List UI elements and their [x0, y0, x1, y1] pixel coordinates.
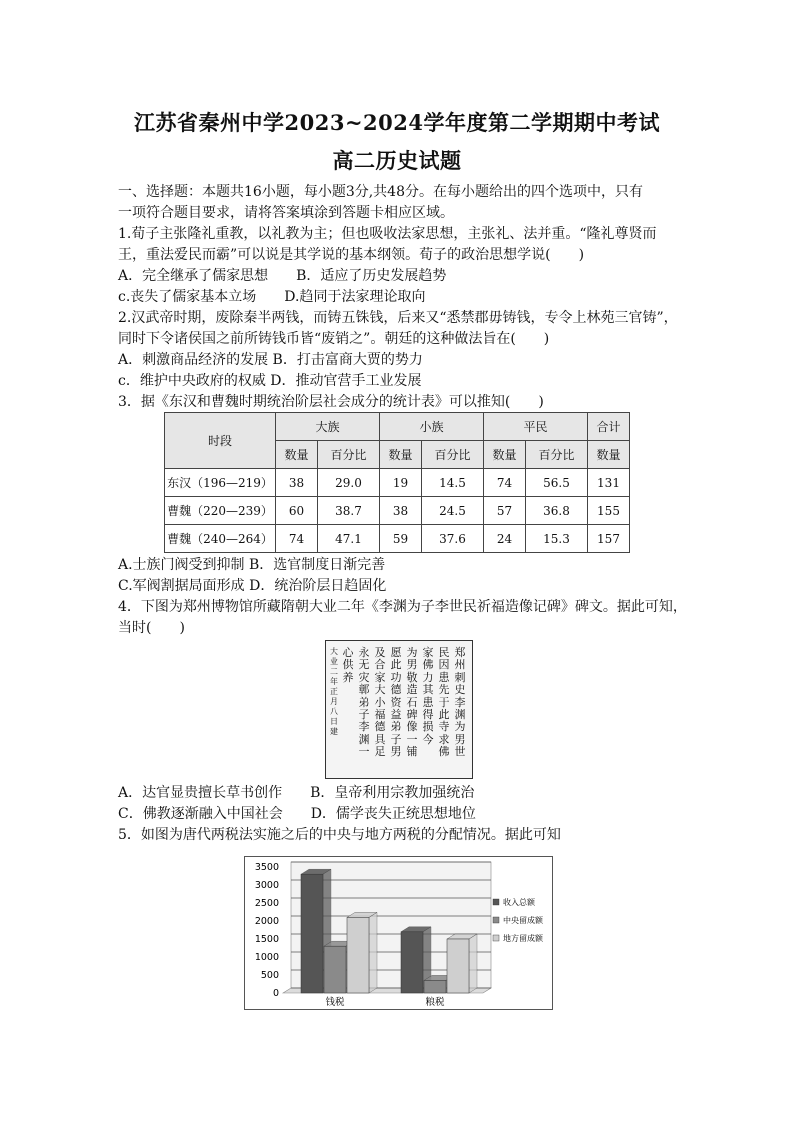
table-cell: 东汉（196—219）	[165, 469, 276, 497]
exam-title: 江苏省秦州中学2023~2024学年度第二学期期中考试	[134, 110, 660, 135]
table-cell: 59	[380, 525, 422, 553]
table-header: 小族	[380, 413, 484, 441]
answer-options: A．刺激商品经济的发展 B．打击富商大贾的势力	[118, 352, 423, 368]
table-subheader: 数量	[588, 441, 630, 469]
stele-rubbing-image	[325, 640, 473, 779]
table-header: 平民	[484, 413, 588, 441]
table-cell: 曹魏（240—264）	[165, 525, 276, 553]
question-text: 5．如图为唐代两税法实施之后的中央与地方两税的分配情况。据此可知	[118, 827, 561, 843]
stele-column: 为男敬造石碑像一铺	[406, 646, 418, 759]
chart-legend-swatch	[493, 899, 499, 905]
table-cell: 60	[276, 497, 318, 525]
tax-distribution-chart	[244, 856, 553, 1010]
stele-column: 大业二年正月八日建	[330, 647, 338, 736]
stele-column: 心供养	[342, 646, 354, 684]
table-cell: 38	[276, 469, 318, 497]
table-cell: 74	[484, 469, 526, 497]
table-cell: 57	[484, 497, 526, 525]
chart-legend-swatch	[493, 917, 499, 923]
answer-options: A.士族门阀受到抑制 B．选官制度日渐完善	[118, 557, 386, 573]
chart-y-tick-label: 1500	[254, 934, 279, 945]
table-cell: 36.8	[525, 497, 587, 525]
chart-bar	[301, 874, 323, 993]
table-subheader: 百分比	[317, 441, 379, 469]
table-cell: 38.7	[317, 497, 379, 525]
chart-legend-label: 收入总额	[503, 898, 535, 907]
stele-column: 及合家大小福德具足	[374, 646, 386, 759]
chart-y-tick-label: 1000	[254, 952, 279, 963]
question-text: 2.汉武帝时期，废除秦半两钱，而铸五铢钱，后来又“悉禁郡毋铸钱，专令上林苑三官铸”，	[118, 310, 678, 326]
chart-legend-label: 地方留成额	[503, 934, 543, 943]
chart-bar-side	[469, 934, 477, 993]
chart-bar	[424, 980, 446, 993]
chart-bar	[447, 939, 469, 993]
table-cell: 157	[588, 525, 630, 553]
chart-x-tick-label: 粮税	[425, 997, 445, 1008]
table-row	[165, 525, 630, 553]
stele-column: 永无灾鄣弟子李渊一	[358, 646, 370, 759]
table-subheader: 百分比	[421, 441, 483, 469]
section-intro: 一、选择题：本题共16小题，每小题3分,共48分。在每小题给出的四个选项中，只有	[118, 184, 643, 200]
table-cell: 29.0	[317, 469, 379, 497]
chart-y-tick-label: 0	[272, 988, 279, 999]
table-row	[165, 469, 630, 497]
stele-column: 民因患先于此寺求佛	[438, 646, 450, 759]
stele-column: 郑州刺史李渊为男世	[454, 646, 466, 759]
chart-x-tick-label: 钱税	[325, 997, 345, 1008]
table-cell: 38	[380, 497, 422, 525]
question-text: 王，重法爱民而霸”可以说是其学说的基本纲领。荀子的政治思想学说( )	[118, 247, 585, 263]
table-cell: 56.5	[525, 469, 587, 497]
chart-y-tick-label: 3000	[254, 880, 279, 891]
answer-options: C.军阀割据局面形成 D．统治阶层日趋固化	[118, 578, 387, 594]
table-cell: 14.5	[421, 469, 483, 497]
table-subheader: 数量	[484, 441, 526, 469]
answer-options: C．佛教逐渐融入中国社会 D．儒学丧失正统思想地位	[118, 806, 476, 822]
chart-y-tick-label: 2500	[254, 898, 279, 909]
table-cell: 曹魏（220—239）	[165, 497, 276, 525]
chart-y-tick-label: 2000	[254, 916, 279, 927]
chart-bar	[401, 932, 423, 993]
question-text: 当时( )	[118, 620, 185, 636]
table-cell: 24.5	[421, 497, 483, 525]
table-cell: 131	[588, 469, 630, 497]
section-intro: 一项符合题目要求，请将答案填涂到答题卡相应区域。	[118, 205, 454, 221]
table-subheader: 百分比	[525, 441, 587, 469]
question-text: 4．下图为郑州博物馆所藏隋朝大业二年《李渊为子李世民祈福造像记碑》碑文。据此可知，	[118, 599, 687, 615]
table-header: 大族	[276, 413, 380, 441]
stats-table	[164, 412, 630, 553]
table-header: 合计	[588, 413, 630, 441]
chart-bar	[324, 946, 346, 993]
question-text: 3．据《东汉和曹魏时期统治阶层社会成分的统计表》可以推知( )	[118, 394, 544, 410]
answer-options: A．完全继承了儒家思想 B．适应了历史发展趋势	[118, 268, 447, 284]
chart-legend-label: 中央留成额	[503, 916, 543, 925]
chart-bar	[347, 917, 369, 993]
answer-options: c.丧失了儒家基本立场 D.趋同于法家理论取向	[118, 289, 426, 305]
question-text: 1.荀子主张隆礼重教，以礼教为主；但也吸收法家思想，主张礼、法并重。“隆礼尊贤而	[118, 226, 657, 242]
table-cell: 24	[484, 525, 526, 553]
table-cell: 74	[276, 525, 318, 553]
stele-column: 愿此功德资益弟子男	[390, 646, 402, 759]
chart-y-tick-label: 3500	[254, 862, 279, 873]
table-row	[165, 497, 630, 525]
table-cell: 37.6	[421, 525, 483, 553]
answer-options: c．维护中央政府的权威 D．推动官营手工业发展	[118, 373, 422, 389]
table-cell: 19	[380, 469, 422, 497]
table-subheader: 数量	[380, 441, 422, 469]
exam-subtitle: 高二历史试题	[332, 148, 462, 173]
chart-y-tick-label: 500	[260, 970, 279, 981]
chart-bar-side	[369, 912, 377, 993]
table-cell: 155	[588, 497, 630, 525]
table-header: 时段	[165, 413, 276, 469]
table-cell: 15.3	[525, 525, 587, 553]
answer-options: A．达官显贵擅长草书创作 B．皇帝利用宗教加强统治	[118, 785, 475, 801]
table-subheader: 数量	[276, 441, 318, 469]
stele-column: 家佛力其患得损今	[422, 646, 434, 746]
table-cell: 47.1	[317, 525, 379, 553]
chart-legend-swatch	[493, 935, 499, 941]
chart-svg	[245, 857, 552, 1009]
question-text: 同时下令诸侯国之前所铸钱币皆“废销之”。朝廷的这种做法旨在( )	[118, 331, 550, 347]
